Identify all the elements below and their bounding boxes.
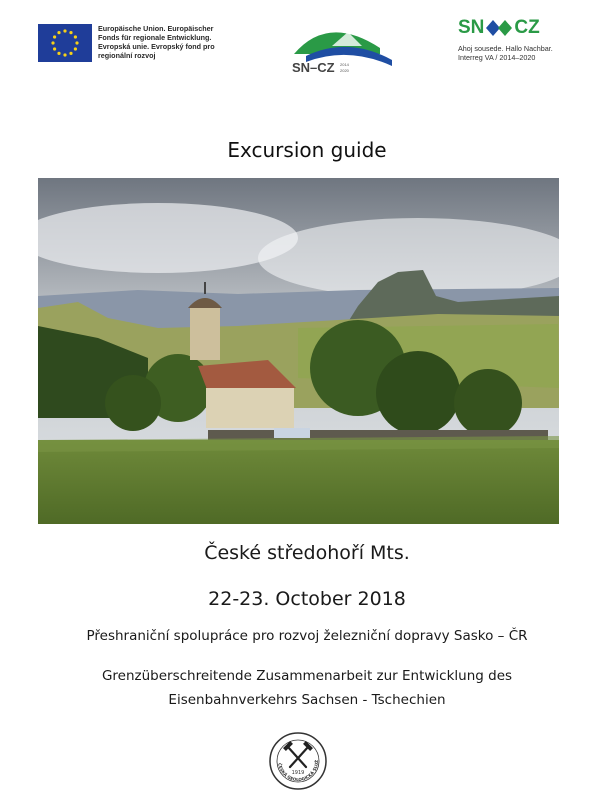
eu-logo <box>38 24 228 62</box>
interreg-cz: CZ <box>514 17 540 38</box>
event-date: 22-23. October 2018 <box>208 588 406 610</box>
subtitle-german-line1: Grenzüberschreitende Zusammenarbeit zur Entwicklung des <box>101 668 513 684</box>
location-title: České středohoří Mts. <box>204 542 410 564</box>
logo-bar <box>0 12 614 82</box>
landscape-photo <box>38 178 559 524</box>
interreg-logo <box>458 16 568 62</box>
interreg-subtitle: Ahoj sousede. Hallo Nachbar. Interreg VA / 2014–2020 <box>458 44 553 62</box>
sncz-programme-logo <box>288 16 398 76</box>
subtitle-german-line2: Eisenbahnverkehrs Sachsen - Tschechien <box>168 692 446 708</box>
svg-text:ČESKÁ GEOLOGICKÁ SLUŽBA: ČESKÁ GEOLOGICKÁ SLUŽ <box>277 759 320 783</box>
eu-text-line: Fonds für regionale Entwicklung. <box>98 33 212 42</box>
interreg-wordmark <box>458 16 568 40</box>
eu-text <box>98 24 228 60</box>
subtitle-czech: Přeshraniční spolupráce pro rozvoj železniční dopravy Sasko – ČR <box>86 628 528 644</box>
svg-text:1919: 1919 <box>291 770 305 776</box>
interreg-sn: SN <box>458 17 485 38</box>
svg-text:2014: 2014 <box>340 62 349 67</box>
eu-text-line: Evropská unie. Evropský fond pro <box>98 42 215 51</box>
eu-text-line: regionální rozvoj <box>98 51 156 60</box>
document-title: Excursion guide <box>227 138 387 162</box>
eu-flag-icon <box>38 24 92 62</box>
svg-text:2020: 2020 <box>340 68 349 73</box>
geological-survey-seal <box>268 731 328 791</box>
handshake-icon <box>484 16 514 40</box>
sncz-mid-label: SN–CZ <box>292 60 335 75</box>
eu-text-line: Europäische Union. Europäischer <box>98 24 214 33</box>
